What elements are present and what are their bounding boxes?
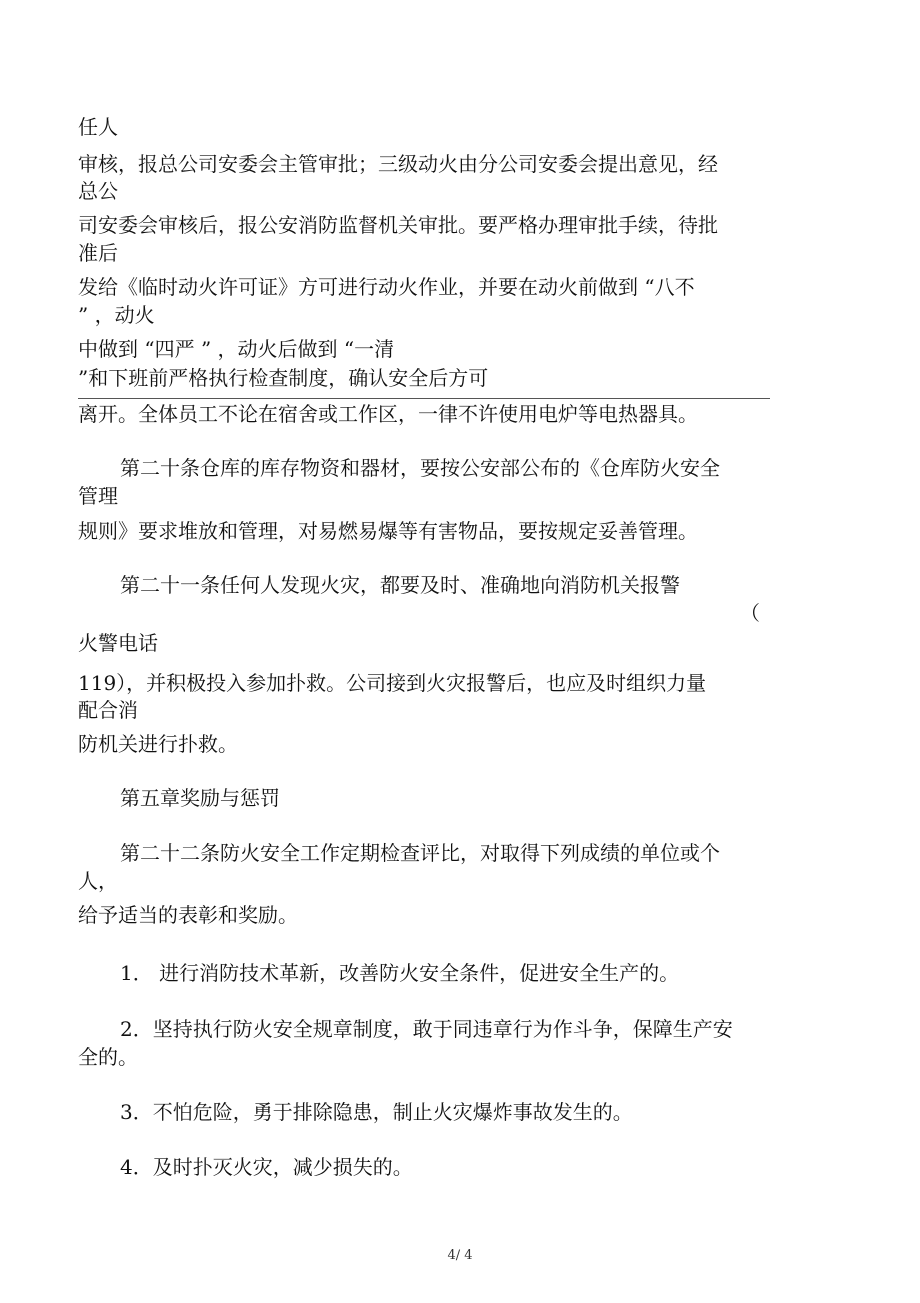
horizontal-rule <box>78 398 770 399</box>
text-line: 全的。 <box>78 1045 138 1069</box>
paragraph-start: 第二十条仓库的库存物资和器材，要按公安部公布的《仓库防火安全 <box>120 456 720 480</box>
text-line: 发给《临时动火许可证》方可进行动火作业，并要在动火前做到 “八不 <box>78 275 695 299</box>
text-line: ”和下班前严格执行检查制度，确认安全后方可 <box>78 366 489 390</box>
text-line: 任人 <box>78 115 118 139</box>
list-item: 1． 进行消防技术革新，改善防火安全条件，促进安全生产的。 <box>120 961 680 985</box>
text-line: 中做到 “四严 ” ，动火后做到 “一清 <box>78 337 395 361</box>
text-line: 审核，报总公司安委会主管审批；三级动火由分公司安委会提出意见，经 <box>78 152 718 176</box>
list-item: 4．及时扑灭火灾，减少损失的。 <box>120 1155 413 1179</box>
page-number: 4/ 4 <box>447 1248 473 1263</box>
paragraph-start: 第二十二条防火安全工作定期检查评比，对取得下列成绩的单位或个 <box>120 841 720 865</box>
text-line: 119），并积极投入参加扑救。公司接到火灾报警后，也应及时组织力量 <box>78 671 707 695</box>
list-item: 3．不怕危险，勇于排除隐患，制止火灾爆炸事故发生的。 <box>120 1100 633 1124</box>
text-line: 给予适当的表彰和奖励。 <box>78 903 298 927</box>
text-line: 防机关进行扑救。 <box>78 732 238 756</box>
text-line: 火警电话 <box>78 631 158 655</box>
text-line: 管理 <box>78 484 118 508</box>
text-line: 人， <box>78 869 118 893</box>
text-line: 离开。全体员工不论在宿舍或工作区，一律不许使用电炉等电热器具。 <box>78 402 698 426</box>
text-line: 规则》要求堆放和管理，对易燃易爆等有害物品，要按规定妥善管理。 <box>78 519 698 543</box>
text-line: ” ，动火 <box>78 303 155 327</box>
text-line: 配合消 <box>78 698 138 722</box>
open-paren: （ <box>740 601 760 625</box>
text-line: 总公 <box>78 179 118 203</box>
paragraph-start: 第二十一条任何人发现火灾，都要及时、准确地向消防机关报警 <box>120 573 680 597</box>
list-item: 2．坚持执行防火安全规章制度，敢于同违章行为作斗争，保障生产安 <box>120 1017 733 1041</box>
text-line: 准后 <box>78 241 118 265</box>
text-line: 司安委会审核后，报公安消防监督机关审批。要严格办理审批手续，待批 <box>78 213 718 237</box>
chapter-heading: 第五章奖励与惩罚 <box>120 786 280 810</box>
